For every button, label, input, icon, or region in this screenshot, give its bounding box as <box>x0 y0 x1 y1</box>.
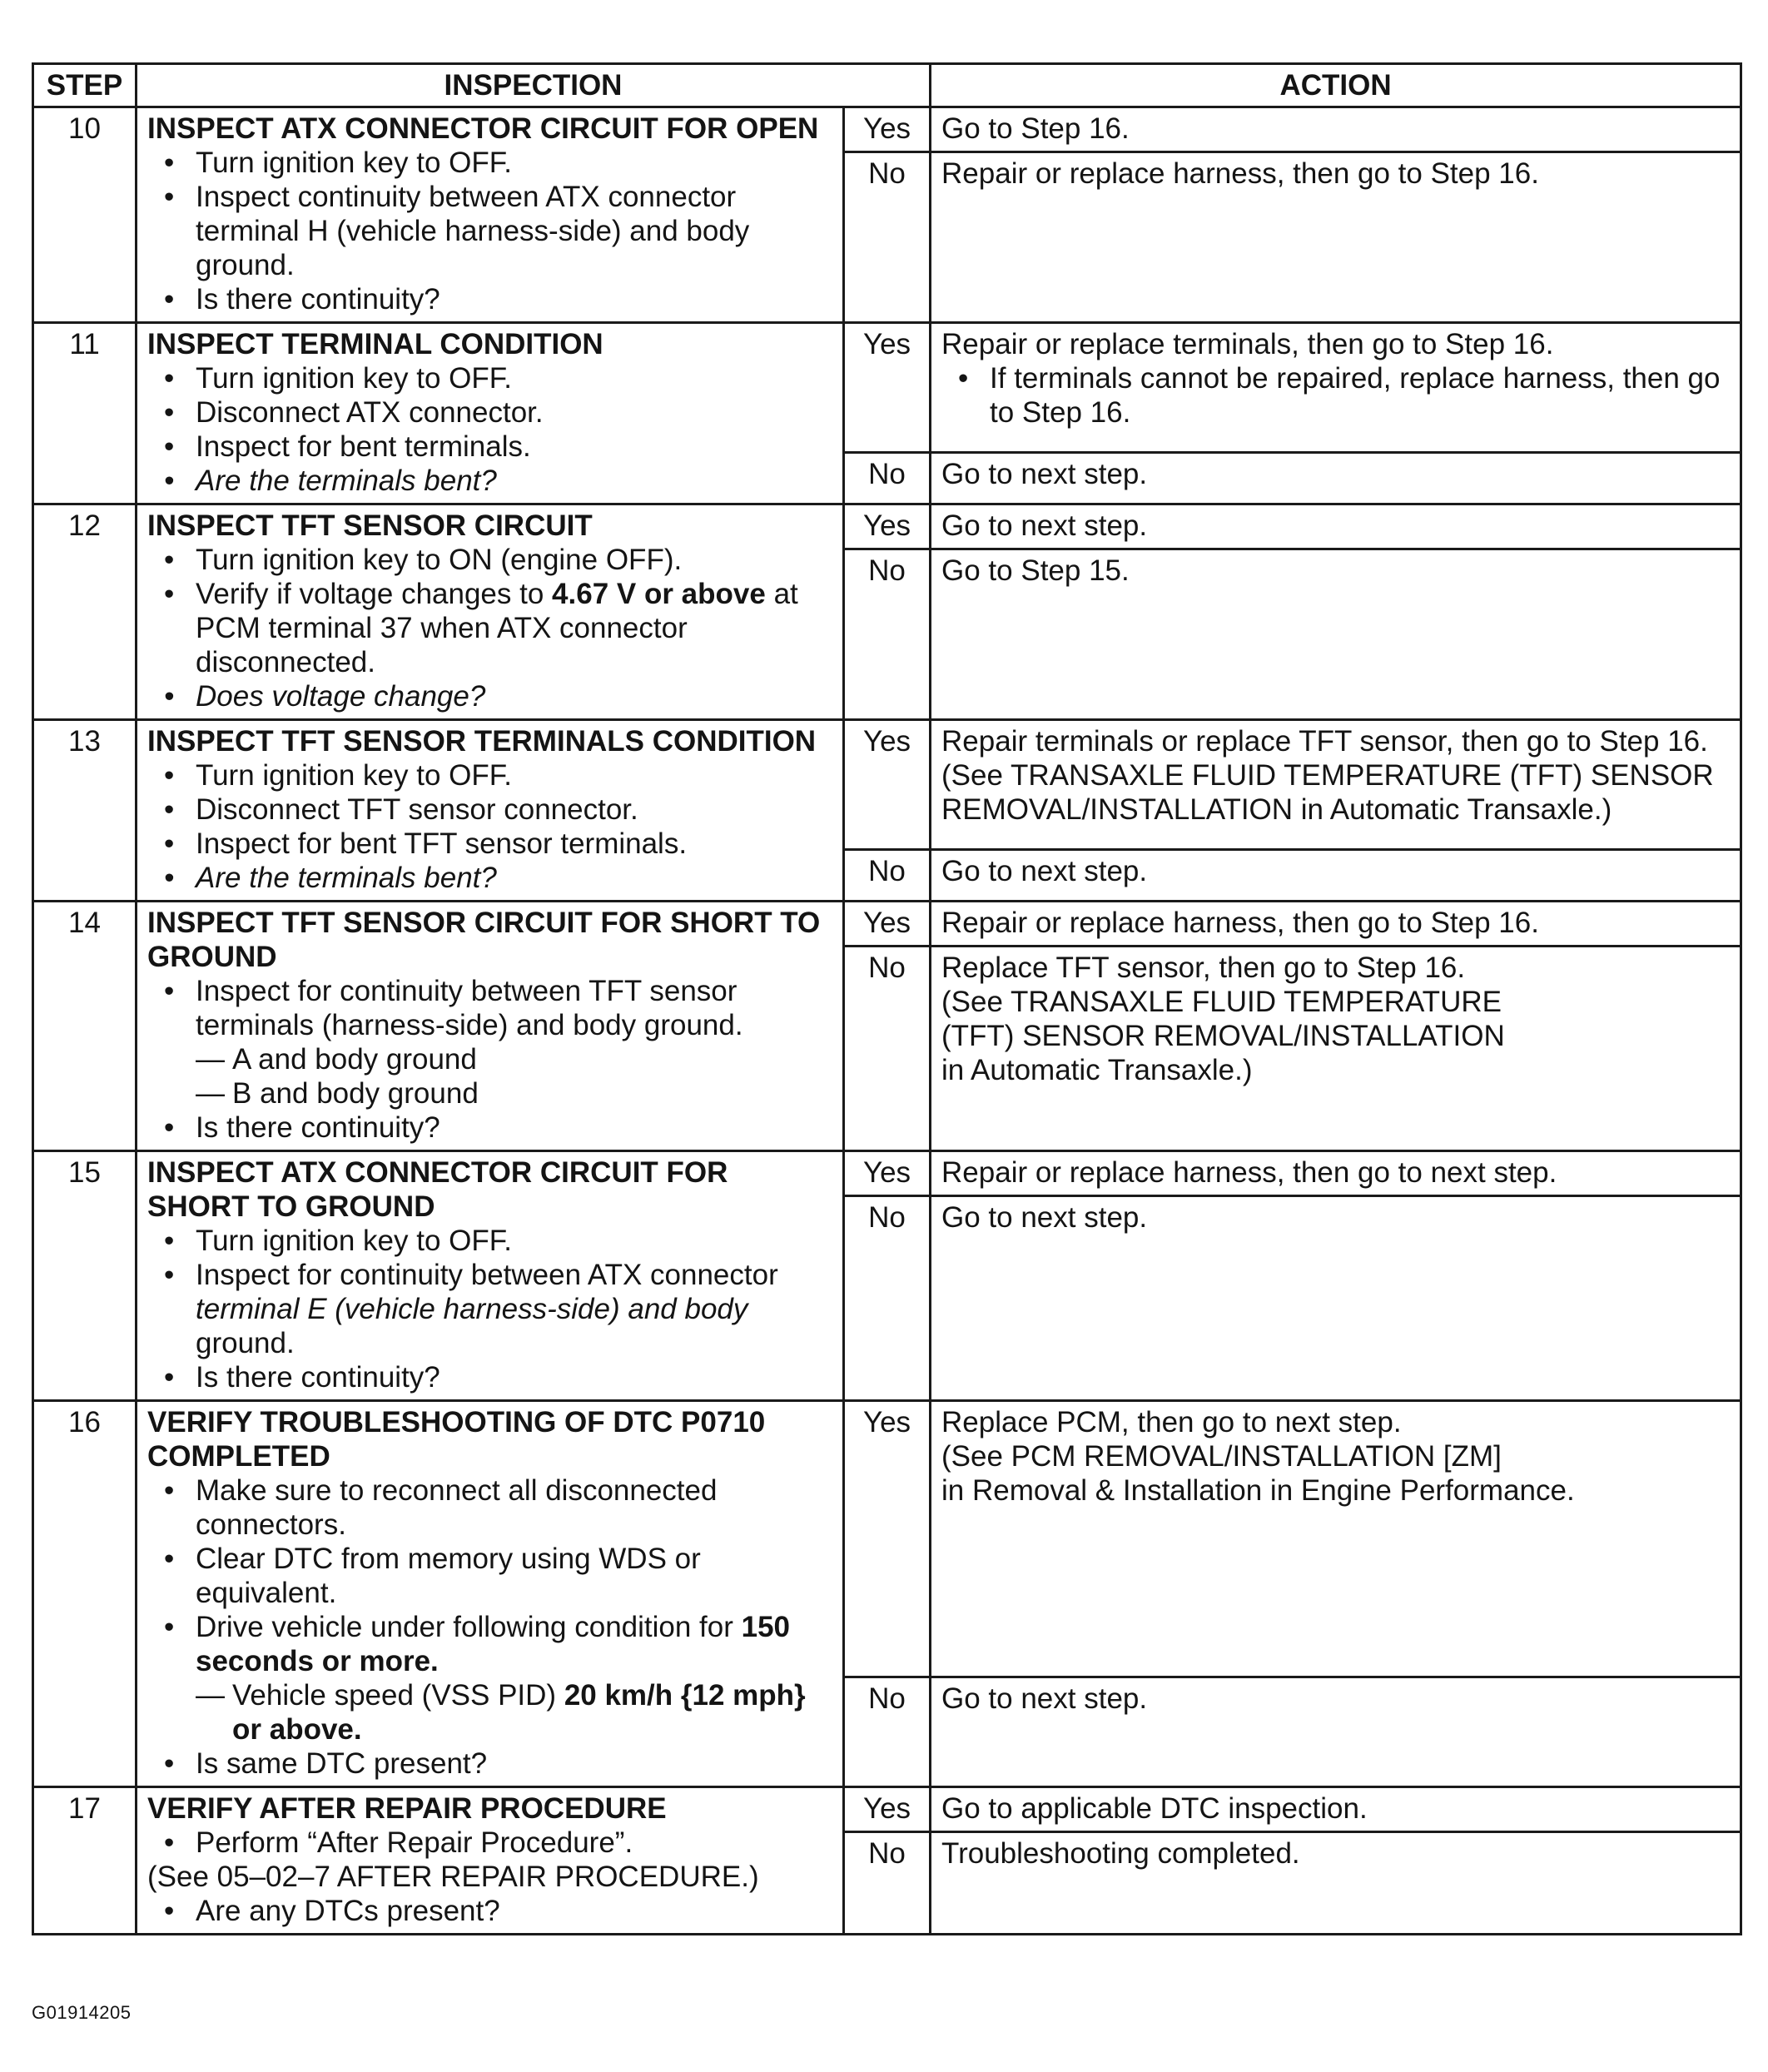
inspection-header: INSPECTION <box>137 64 931 107</box>
step-number: 13 <box>33 720 137 902</box>
no-action: Go to next step. <box>931 1677 1741 1787</box>
list-item: • Make sure to reconnect all disconnected connectors. <box>147 1473 832 1542</box>
yes-action: Go to Step 16. <box>931 107 1741 152</box>
yes-label: Yes <box>844 1787 931 1832</box>
inspection-list <box>147 974 832 1145</box>
list-item: • Are the terminals bent? <box>147 861 832 895</box>
no-action: Repair or replace harness, then go to Step 16. <box>931 152 1741 323</box>
reference-note: (See PCM REMOVAL/INSTALLATION [ZM] <box>941 1440 1502 1473</box>
voltage-threshold: 4.67 V or above <box>552 578 766 610</box>
reference-note: (TFT) SENSOR REMOVAL/INSTALLATION <box>941 1020 1505 1052</box>
header-row <box>33 64 1741 107</box>
verify-text: Verify if voltage changes to <box>196 578 553 610</box>
list-item: • Inspect for bent terminals. <box>147 430 832 464</box>
no-label: No <box>844 152 931 323</box>
list-item <box>147 577 832 679</box>
list-item <box>147 1258 832 1360</box>
yes-label: Yes <box>844 1401 931 1677</box>
yes-label: Yes <box>844 504 931 549</box>
table-row <box>33 902 1741 947</box>
yes-action: Repair or replace terminals, then go to Step 16. <box>941 328 1554 360</box>
list-item <box>147 974 832 1111</box>
list-item: • Are any DTCs present? <box>147 1894 832 1928</box>
table-row <box>33 107 1741 152</box>
yes-action: Replace PCM, then go to next step. <box>941 1406 1402 1438</box>
list-item <box>147 1610 832 1747</box>
reference-note: (See TRANSAXLE FLUID TEMPERATURE <box>941 986 1502 1018</box>
list-item: • Inspect for bent TFT sensor terminals. <box>147 827 832 861</box>
inspect-text-end: ground. <box>196 1327 295 1359</box>
inspection-cell <box>137 902 844 1151</box>
no-label: No <box>844 1832 931 1935</box>
sub-list-item: — A and body ground <box>196 1042 832 1076</box>
sub-list-item: — B and body ground <box>196 1076 832 1111</box>
table-row <box>33 504 1741 549</box>
list-item: • Perform “After Repair Procedure”. <box>147 1826 832 1860</box>
inspection-cell <box>137 107 844 323</box>
list-item: • Disconnect TFT sensor connector. <box>147 793 832 827</box>
table-row <box>33 720 1741 850</box>
reference-note: (See TRANSAXLE FLUID TEMPERATURE (TFT) SENSOR REMOVAL/INSTALLATION in Automatic Transaxle.) <box>941 759 1714 826</box>
inspection-cell <box>137 1151 844 1401</box>
inspection-cell <box>137 720 844 902</box>
step-number: 15 <box>33 1151 137 1401</box>
no-label: No <box>844 850 931 902</box>
list-item: • Is there continuity? <box>147 1360 832 1394</box>
step-header: STEP <box>33 64 137 107</box>
inspect-text: Inspect for continuity between ATX connector <box>196 1259 778 1291</box>
no-action: Go to next step. <box>931 1196 1741 1401</box>
inspection-title: INSPECT TFT SENSOR TERMINALS CONDITION <box>147 725 817 758</box>
inspection-list <box>147 1894 832 1928</box>
inspection-list <box>147 146 832 316</box>
yes-action-cell <box>931 323 1741 453</box>
inspection-title: INSPECT ATX CONNECTOR CIRCUIT FOR SHORT TO GROUND <box>147 1156 728 1223</box>
list-item: • Turn ignition key to ON (engine OFF). <box>147 543 832 577</box>
sub-list <box>196 1678 832 1747</box>
sub-list <box>196 1042 832 1111</box>
list-item: • Is there continuity? <box>147 1111 832 1145</box>
terminal-note: terminal E (vehicle harness-side) and body <box>196 1293 748 1325</box>
inspection-title: INSPECT ATX CONNECTOR CIRCUIT FOR OPEN <box>147 112 819 145</box>
list-item: • Turn ignition key to OFF. <box>147 146 832 180</box>
inspection-title: INSPECT TERMINAL CONDITION <box>147 328 603 360</box>
no-action-cell <box>931 947 1741 1151</box>
yes-action-cell <box>931 1401 1741 1677</box>
list-item: • Turn ignition key to OFF. <box>147 361 832 395</box>
table-row <box>33 323 1741 453</box>
inspection-title: VERIFY TROUBLESHOOTING OF DTC P0710 COMPLETED <box>147 1406 766 1473</box>
inspection-title: VERIFY AFTER REPAIR PROCEDURE <box>147 1792 667 1825</box>
list-item: • Are the terminals bent? <box>147 464 832 498</box>
inspection-list <box>147 1826 832 1860</box>
yes-label: Yes <box>844 107 931 152</box>
inspection-title: INSPECT TFT SENSOR CIRCUIT <box>147 509 593 542</box>
inspection-cell <box>137 1787 844 1935</box>
yes-label: Yes <box>844 323 931 453</box>
step-number: 14 <box>33 902 137 1151</box>
inspection-cell <box>137 1401 844 1787</box>
inspection-cell <box>137 323 844 504</box>
action-header: ACTION <box>931 64 1741 107</box>
no-action: Go to Step 15. <box>931 549 1741 720</box>
no-action: Go to next step. <box>931 850 1741 902</box>
no-label: No <box>844 1677 931 1787</box>
inspection-list <box>147 758 832 895</box>
table-row <box>33 1151 1741 1196</box>
drive-text: Drive vehicle under following condition for <box>196 1611 742 1643</box>
no-action: Go to next step. <box>931 453 1741 504</box>
action-list <box>941 361 1730 430</box>
inspect-text: Inspect for continuity between TFT sensor terminals (harness-side) and body ground. <box>196 975 743 1041</box>
yes-label: Yes <box>844 720 931 850</box>
sub-list-item <box>196 1678 832 1747</box>
inspection-title: INSPECT TFT SENSOR CIRCUIT FOR SHORT TO GROUND <box>147 907 821 973</box>
yes-label: Yes <box>844 902 931 947</box>
step-number: 11 <box>33 323 137 504</box>
no-action: Replace TFT sensor, then go to Step 16. <box>941 952 1466 984</box>
no-label: No <box>844 453 931 504</box>
list-item: • Turn ignition key to OFF. <box>147 1224 832 1258</box>
reference-note: in Automatic Transaxle.) <box>941 1054 1253 1086</box>
no-label: No <box>844 1196 931 1401</box>
table-row <box>33 1401 1741 1677</box>
inspection-cell <box>137 504 844 720</box>
list-item: • Disconnect ATX connector. <box>147 395 832 430</box>
yes-action: Repair or replace harness, then go to next step. <box>931 1151 1741 1196</box>
yes-label: Yes <box>844 1151 931 1196</box>
inspection-list <box>147 543 832 713</box>
diagnostic-table <box>32 62 1742 1935</box>
no-label: No <box>844 947 931 1151</box>
verify-text-end: at PCM terminal 37 when ATX connector disconnected. <box>196 578 798 678</box>
no-label: No <box>844 549 931 720</box>
diagnostic-page <box>32 62 1740 1935</box>
step-number: 17 <box>33 1787 137 1935</box>
drive-duration: 150 seconds or more. <box>196 1611 791 1677</box>
list-item: • Is there continuity? <box>147 282 832 316</box>
speed-text: Vehicle speed (VSS PID) <box>232 1679 564 1712</box>
step-number: 12 <box>33 504 137 720</box>
step-number: 16 <box>33 1401 137 1787</box>
yes-action-cell <box>931 720 1741 850</box>
figure-id: G01914205 <box>32 2002 132 2023</box>
inspection-list <box>147 1473 832 1781</box>
list-item: • Inspect continuity between ATX connector terminal H (vehicle harness-side) and body ground. <box>147 180 832 282</box>
list-item: • If terminals cannot be repaired, replace harness, then go to Step 16. <box>941 361 1730 430</box>
list-item: • Is same DTC present? <box>147 1747 832 1781</box>
yes-action: Repair terminals or replace TFT sensor, then go to Step 16. <box>941 725 1708 758</box>
inspection-list <box>147 361 832 498</box>
step-number: 10 <box>33 107 137 323</box>
speed-threshold: 20 km/h {12 mph} or above. <box>232 1679 806 1746</box>
yes-action: Repair or replace harness, then go to Step 16. <box>931 902 1741 947</box>
list-item: • Turn ignition key to OFF. <box>147 758 832 793</box>
reference-note: in Removal & Installation in Engine Performance. <box>941 1474 1575 1507</box>
list-item: • Does voltage change? <box>147 679 832 713</box>
yes-action: Go to applicable DTC inspection. <box>931 1787 1741 1832</box>
inspection-list <box>147 1224 832 1394</box>
no-action: Troubleshooting completed. <box>931 1832 1741 1935</box>
yes-action: Go to next step. <box>931 504 1741 549</box>
list-item: • Clear DTC from memory using WDS or equivalent. <box>147 1542 832 1610</box>
reference-note: (See 05–02–7 AFTER REPAIR PROCEDURE.) <box>147 1861 759 1893</box>
table-row <box>33 1787 1741 1832</box>
